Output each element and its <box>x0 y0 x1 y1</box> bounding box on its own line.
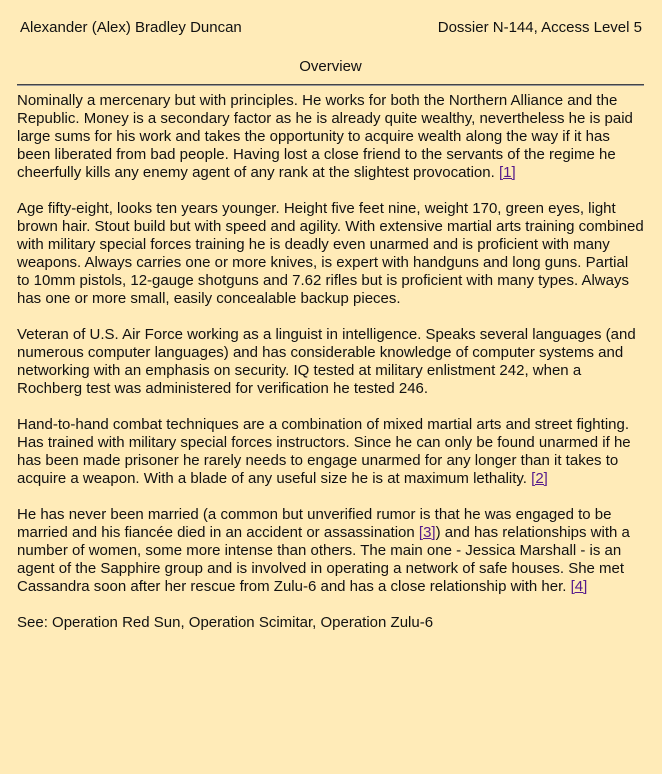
footnote-link-2[interactable]: [2] <box>531 470 548 487</box>
header-divider <box>17 84 644 86</box>
paragraph-text: ) and has relationships with a number of women, some more intense than others. The main one - Jessica Marshall - is an agent of the Sapphire group and is involved in operating a network of safe houses. She met Cassandra soon after her rescue from Zulu-6 and has a close relationship with her. <box>17 524 630 595</box>
paragraph-relationships <box>17 506 644 596</box>
footnote-link-1[interactable]: [1] <box>498 164 516 181</box>
footnote-link-3[interactable]: [3] <box>418 524 436 541</box>
paragraph-text: He has never been married (a common but unverified rumor is that he was engaged to be married and his fiancée died in an accident or assassination <box>17 506 612 541</box>
paragraph-combat <box>17 416 644 488</box>
subject-name: Alexander (Alex) Bradley Duncan <box>20 19 242 36</box>
dossier-page <box>17 0 644 631</box>
dossier-access-level: Dossier N-144, Access Level 5 <box>437 19 642 36</box>
paragraph-physical <box>17 200 644 308</box>
paragraph-background <box>17 326 644 398</box>
paragraph-overview <box>17 92 644 182</box>
paragraph-text: Veteran of U.S. Air Force working as a linguist in intelligence. Speaks several languages (and numerous computer languages) and has considerable knowledge of computer systems and networking with an emphasis on security. IQ tested at military enlistment 242, when a Rochberg test was administered for verification he tested 246. <box>17 326 636 397</box>
see-also-text: See: Operation Red Sun, Operation Scimitar, Operation Zulu-6 <box>17 614 434 631</box>
dossier-header <box>17 0 644 50</box>
dossier-body <box>17 92 644 650</box>
paragraph-text: Nominally a mercenary but with principles. He works for both the Northern Alliance and the Republic. Money is a secondary factor as he is already quite wealthy, nevertheless he is paid large sums for his work and takes the opportunity to acquire wealth along the way if it has been liberated from bad people. Having lost a close friend to the servants of the regime he cheerfully kills any enemy agent of any rank at the slightest provocation. <box>17 92 633 181</box>
footnote-link-4[interactable]: [4] <box>570 578 588 595</box>
section-title: Overview <box>299 58 362 75</box>
paragraph-text: Age fifty-eight, looks ten years younger. Height five feet nine, weight 170, green eyes, light brown hair. Stout build but with speed and agility. With extensive martial arts training combined with military special forces training he is deadly even unarmed and is proficient with many weapons. Always carries one or more knives, is expert with handguns and long guns. Partial to 10mm pistols, 12-gauge shotguns and 7.62 rifles but is proficient with many types. Always has one or more small, easily concealable backup pieces. <box>17 200 644 307</box>
paragraph-text: Hand-to-hand combat techniques are a combination of mixed martial arts and street fighting. Has trained with military special forces instructors. Since he can only be found unarmed if he has been made prisoner he rarely needs to engage unarmed for any longer than it takes to acquire a weapon. With a blade of any useful size he is at maximum lethality. <box>17 416 631 487</box>
paragraph-see-also <box>17 614 644 632</box>
